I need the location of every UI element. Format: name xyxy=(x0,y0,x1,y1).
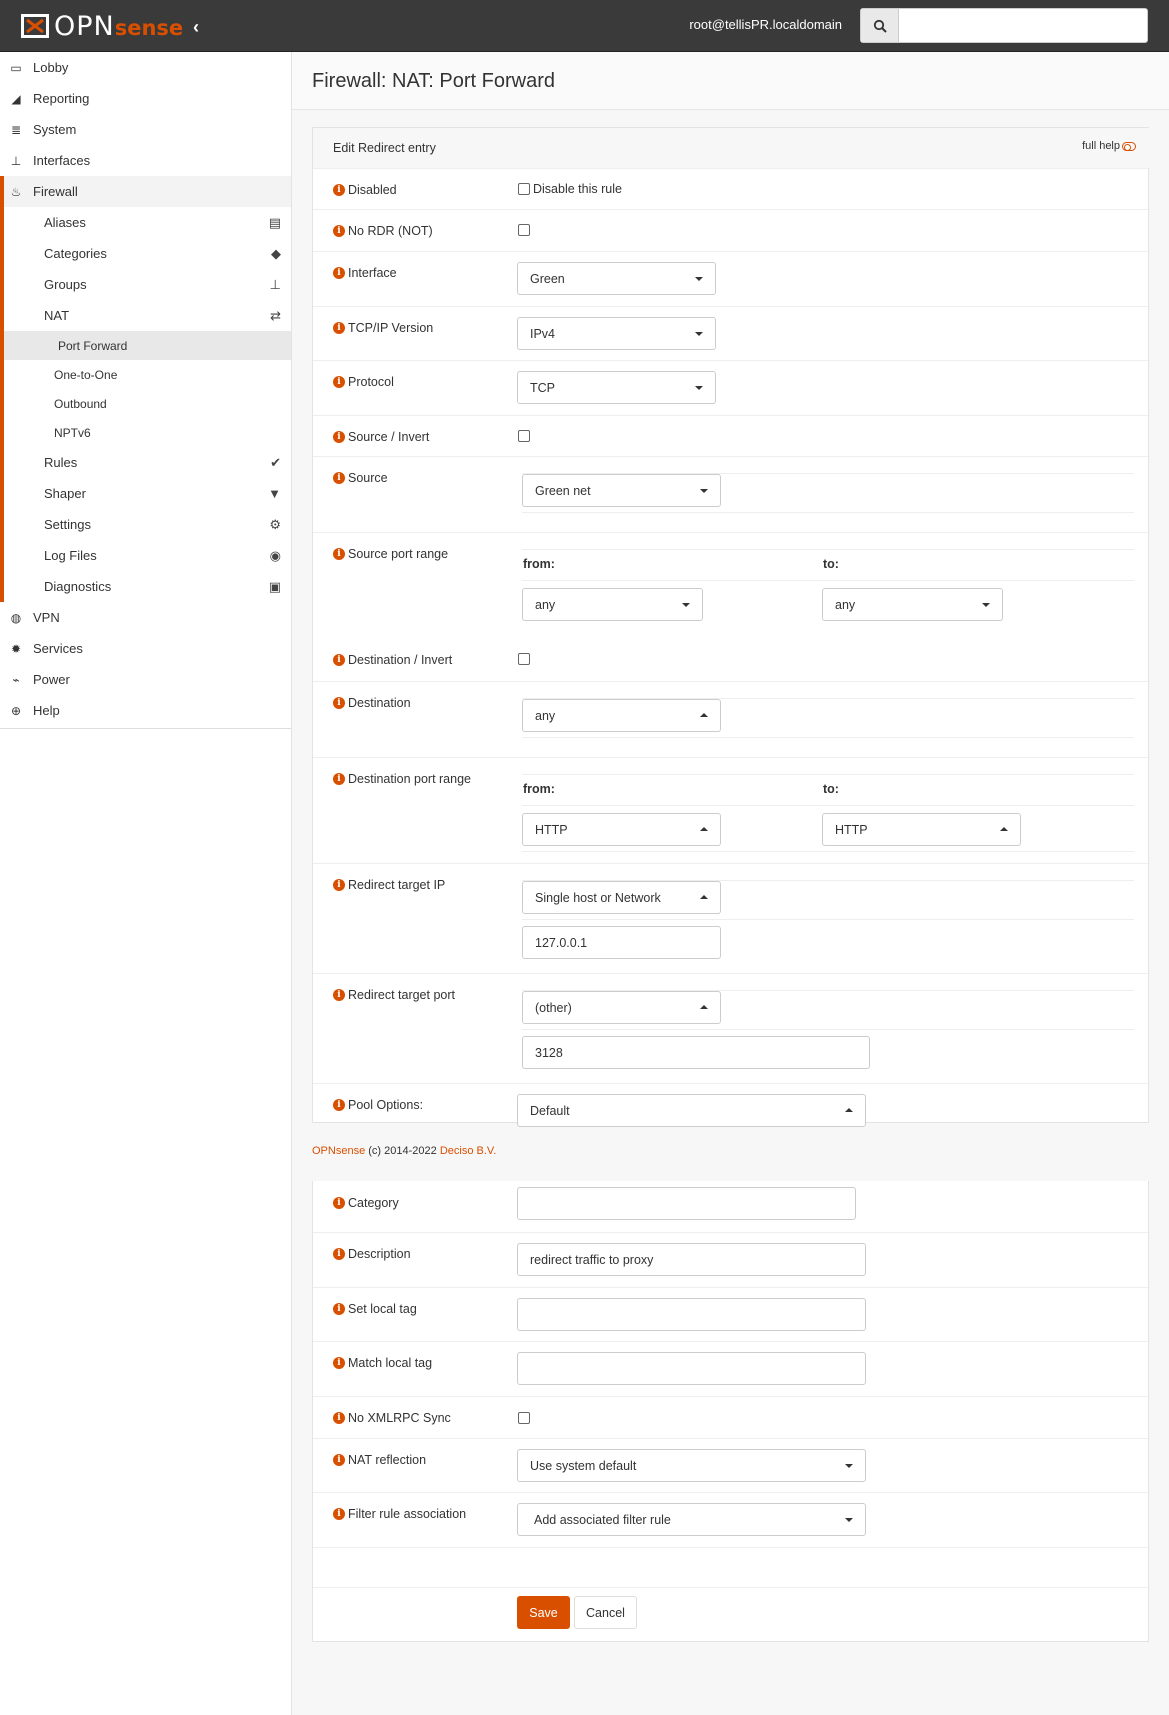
sidebar-item-nat[interactable]: NAT ⇄ xyxy=(44,307,281,323)
footer-opnsense-link[interactable]: OPNsense xyxy=(312,1145,366,1157)
label-disabled: i Disabled xyxy=(333,183,397,197)
no-xmlrpc-checkbox[interactable] xyxy=(518,1412,530,1424)
source-port-to-select[interactable]: any xyxy=(822,588,1003,621)
info-icon[interactable]: i xyxy=(333,548,345,560)
row-source-invert xyxy=(313,415,1150,456)
caret-down-icon xyxy=(695,277,703,281)
ip-version-select[interactable]: IPv4 xyxy=(517,317,716,350)
info-icon[interactable]: i xyxy=(333,1099,345,1111)
label-redirect-ip: i Redirect target IP xyxy=(333,878,445,892)
row-no-xmlrpc xyxy=(313,1396,1150,1438)
label-redirect-port: i Redirect target port xyxy=(333,988,455,1002)
filter-rule-select[interactable]: Add associated filter rule xyxy=(517,1503,866,1536)
row-redirect-port xyxy=(313,973,1150,1083)
dest-port-from-select[interactable]: HTTP xyxy=(522,813,721,846)
pool-options-select[interactable]: Default xyxy=(517,1094,866,1127)
cog-icon: ✹ xyxy=(10,641,22,656)
row-actions xyxy=(313,1587,1150,1642)
search-box xyxy=(860,8,1148,43)
row-destination xyxy=(313,681,1150,757)
info-icon[interactable]: i xyxy=(333,225,345,237)
label-ip-version: i TCP/IP Version xyxy=(333,321,433,335)
top-bar xyxy=(0,0,1169,52)
label-filter-rule: i Filter rule association xyxy=(333,1507,466,1521)
row-source xyxy=(313,456,1150,532)
divider xyxy=(522,919,1134,920)
row-spacer xyxy=(313,1547,1150,1587)
logo-opn-text: OPN xyxy=(54,10,115,42)
destination-invert-checkbox[interactable] xyxy=(518,653,530,665)
sidebar-item-nptv6[interactable]: NPTv6 xyxy=(54,425,91,440)
info-icon[interactable]: i xyxy=(333,773,345,785)
category-input[interactable] xyxy=(517,1187,856,1220)
label-destination-port-range: i Destination port range xyxy=(333,772,471,786)
redirect-port-type-select[interactable]: (other) xyxy=(522,991,721,1024)
no-rdr-checkbox[interactable] xyxy=(518,224,530,236)
info-icon[interactable]: i xyxy=(333,879,345,891)
sidebar-item-lobby[interactable]: ▭ Lobby xyxy=(0,52,291,83)
check-icon: ✔ xyxy=(270,454,281,470)
sitemap-icon: ⊥ xyxy=(10,153,22,168)
row-ip-version xyxy=(313,306,1150,360)
laptop-icon: ▭ xyxy=(10,60,22,75)
row-filter-rule xyxy=(313,1492,1150,1547)
label-protocol: i Protocol xyxy=(333,375,394,389)
row-redirect-ip xyxy=(313,863,1150,973)
sidebar-item-shaper[interactable]: Shaper ▼ xyxy=(44,486,281,501)
collapse-sidebar-button[interactable]: ‹ xyxy=(193,17,199,37)
sidebar-item-vpn[interactable]: ◍ VPN xyxy=(0,602,291,633)
row-interface xyxy=(313,251,1150,306)
opnsense-logo[interactable] xyxy=(20,11,183,41)
life-ring-icon: ⊕ xyxy=(10,703,22,718)
caret-down-icon xyxy=(845,1464,853,1468)
row-category xyxy=(313,1181,1150,1232)
edit-form-panel-lower xyxy=(312,1181,1149,1642)
caret-up-icon xyxy=(1000,827,1008,831)
sidebar xyxy=(0,52,292,1715)
info-icon[interactable]: i xyxy=(333,376,345,388)
tags-icon: ◆ xyxy=(271,245,281,261)
label-no-xmlrpc: i No XMLRPC Sync xyxy=(333,1411,451,1425)
destination-select[interactable]: any xyxy=(522,699,721,732)
sidebar-item-system[interactable]: ≣ System xyxy=(0,114,291,145)
sidebar-item-diagnostics[interactable]: Diagnostics ▣ xyxy=(44,578,281,594)
info-icon[interactable]: i xyxy=(333,1248,345,1260)
caret-down-icon xyxy=(695,332,703,336)
plug-icon: ⌁ xyxy=(12,672,20,687)
label-nat-reflection: i NAT reflection xyxy=(333,1453,426,1467)
sidebar-item-outbound[interactable]: Outbound xyxy=(54,396,107,411)
label-match-local-tag: i Match local tag xyxy=(333,1356,432,1370)
row-destination-invert xyxy=(313,639,1150,681)
cogs-icon: ⚙ xyxy=(269,516,281,532)
divider xyxy=(522,1029,1134,1030)
info-icon[interactable]: i xyxy=(333,1412,345,1424)
dest-port-from-label: from: xyxy=(523,782,555,796)
exchange-icon: ⇄ xyxy=(270,307,281,323)
fire-icon: ♨ xyxy=(10,184,22,199)
filter-icon: ▼ xyxy=(268,486,281,501)
info-icon[interactable]: i xyxy=(333,1303,345,1315)
full-help-toggle[interactable]: full help xyxy=(1082,140,1136,152)
sidebar-item-one-to-one[interactable]: One-to-One xyxy=(54,367,118,382)
caret-down-icon xyxy=(682,603,690,607)
row-description xyxy=(313,1232,1150,1287)
source-port-from-label: from: xyxy=(523,557,555,571)
info-icon[interactable]: i xyxy=(333,1508,345,1520)
label-source-invert: i Source / Invert xyxy=(333,430,429,444)
info-icon[interactable]: i xyxy=(333,431,345,443)
label-description: i Description xyxy=(333,1247,411,1261)
footer: OPNsense (c) 2014-2022 Deciso B.V. xyxy=(312,1145,497,1157)
divider xyxy=(522,851,1134,852)
medkit-icon: ▣ xyxy=(268,578,281,594)
caret-down-icon xyxy=(845,1518,853,1522)
sidebar-item-groups[interactable]: Groups ⊥ xyxy=(44,276,281,292)
set-local-tag-input[interactable] xyxy=(517,1298,866,1331)
area-chart-icon: ◢ xyxy=(11,91,21,106)
sidebar-item-aliases[interactable]: Aliases ▤ xyxy=(44,214,281,230)
logo-icon xyxy=(20,12,50,40)
redirect-port-input[interactable]: 3128 xyxy=(522,1036,870,1069)
sidebar-item-log-files[interactable]: Log Files ◉ xyxy=(44,547,281,563)
dest-port-to-label: to: xyxy=(823,782,839,796)
divider xyxy=(522,774,1134,775)
search-input[interactable] xyxy=(899,9,1147,42)
caret-up-icon xyxy=(700,895,708,899)
source-invert-checkbox[interactable] xyxy=(518,430,530,442)
sidebar-item-categories[interactable]: Categories ◆ xyxy=(44,245,281,261)
search-icon[interactable] xyxy=(861,9,899,42)
sidebar-item-reporting[interactable]: ◢ Reporting xyxy=(0,83,291,114)
sidebar-item-firewall[interactable]: ♨ Firewall xyxy=(0,176,291,207)
row-protocol xyxy=(313,360,1150,415)
label-no-rdr: i No RDR (NOT) xyxy=(333,224,433,238)
label-interface: i Interface xyxy=(333,266,397,280)
label-source-port-range: i Source port range xyxy=(333,547,448,561)
caret-up-icon xyxy=(700,827,708,831)
info-icon[interactable]: i xyxy=(333,654,345,666)
redirect-ip-type-select[interactable]: Single host or Network xyxy=(522,881,721,914)
row-set-local-tag xyxy=(313,1287,1150,1341)
sidebar-divider xyxy=(0,728,291,729)
sidebar-item-services[interactable]: ✹ Services xyxy=(0,633,291,664)
user-menu[interactable]: root@tellisPR.localdomain xyxy=(689,17,842,32)
source-port-from-select[interactable]: any xyxy=(522,588,703,621)
row-source-port-range xyxy=(313,532,1150,639)
logo-sense-text: sense xyxy=(114,15,184,40)
eye-icon: ◉ xyxy=(269,547,281,563)
server-icon: ≣ xyxy=(10,122,22,137)
form-header xyxy=(313,128,1150,168)
row-match-local-tag xyxy=(313,1341,1150,1396)
redirect-ip-input[interactable]: 127.0.0.1 xyxy=(522,926,721,959)
row-nat-reflection xyxy=(313,1438,1150,1492)
row-pool-options xyxy=(313,1083,1150,1124)
caret-down-icon xyxy=(982,603,990,607)
row-disabled xyxy=(313,168,1150,209)
sidebar-item-port-forward[interactable]: Port Forward xyxy=(0,331,291,360)
divider xyxy=(522,805,1134,806)
protocol-select[interactable]: TCP xyxy=(517,371,716,404)
divider xyxy=(522,512,1134,513)
label-set-local-tag: i Set local tag xyxy=(333,1302,417,1316)
source-select[interactable]: Green net xyxy=(522,474,721,507)
interface-select[interactable]: Green xyxy=(517,262,716,295)
disabled-check-label: Disable this rule xyxy=(533,182,622,196)
info-icon[interactable]: i xyxy=(333,322,345,334)
source-port-to-label: to: xyxy=(823,557,839,571)
list-icon: ▤ xyxy=(268,214,281,230)
form-title: Edit Redirect entry xyxy=(333,141,436,155)
row-no-rdr xyxy=(313,209,1150,251)
sidebar-item-interfaces[interactable]: ⊥ Interfaces xyxy=(0,145,291,176)
info-icon[interactable]: i xyxy=(333,1454,345,1466)
disabled-checkbox[interactable] xyxy=(518,183,530,195)
info-icon[interactable]: i xyxy=(333,472,345,484)
cancel-button[interactable]: Cancel xyxy=(574,1596,637,1629)
info-icon[interactable]: i xyxy=(333,989,345,1001)
edit-form-panel xyxy=(312,127,1149,1123)
divider xyxy=(522,549,1134,550)
sitemap-icon: ⊥ xyxy=(269,276,281,292)
sidebar-item-power[interactable]: ⌁ Power xyxy=(0,664,291,695)
caret-down-icon xyxy=(700,489,708,493)
info-icon[interactable]: i xyxy=(333,1357,345,1369)
page-title: Firewall: NAT: Port Forward xyxy=(312,70,556,92)
label-source: i Source xyxy=(333,471,388,485)
info-icon[interactable]: i xyxy=(333,184,345,196)
dest-port-to-select[interactable]: HTTP xyxy=(822,813,1021,846)
divider xyxy=(522,737,1134,738)
divider xyxy=(522,580,1134,581)
label-destination: i Destination xyxy=(333,696,411,710)
sidebar-item-help[interactable]: ⊕ Help xyxy=(0,695,291,726)
row-destination-port-range xyxy=(313,757,1150,863)
globe-icon: ◍ xyxy=(10,610,22,625)
sidebar-item-settings[interactable]: Settings ⚙ xyxy=(44,516,281,532)
caret-up-icon xyxy=(700,713,708,717)
nat-reflection-select[interactable]: Use system default xyxy=(517,1449,866,1482)
label-destination-invert: i Destination / Invert xyxy=(333,653,452,667)
caret-down-icon xyxy=(695,386,703,390)
firewall-submenu xyxy=(0,207,291,602)
info-icon[interactable]: i xyxy=(333,267,345,279)
page-header xyxy=(292,52,1169,110)
save-button[interactable]: Save xyxy=(517,1596,570,1629)
info-icon[interactable]: i xyxy=(333,1197,345,1209)
match-local-tag-input[interactable] xyxy=(517,1352,866,1385)
label-category: i Category xyxy=(333,1196,399,1210)
caret-up-icon xyxy=(700,1005,708,1009)
caret-up-icon xyxy=(845,1108,853,1112)
toggle-icon xyxy=(1122,142,1136,151)
footer-deciso-link[interactable]: Deciso B.V. xyxy=(439,1145,497,1157)
description-input[interactable]: redirect traffic to proxy xyxy=(517,1243,866,1276)
info-icon[interactable]: i xyxy=(333,697,345,709)
sidebar-item-rules[interactable]: Rules ✔ xyxy=(44,454,281,470)
label-pool-options: i Pool Options: xyxy=(333,1098,423,1112)
